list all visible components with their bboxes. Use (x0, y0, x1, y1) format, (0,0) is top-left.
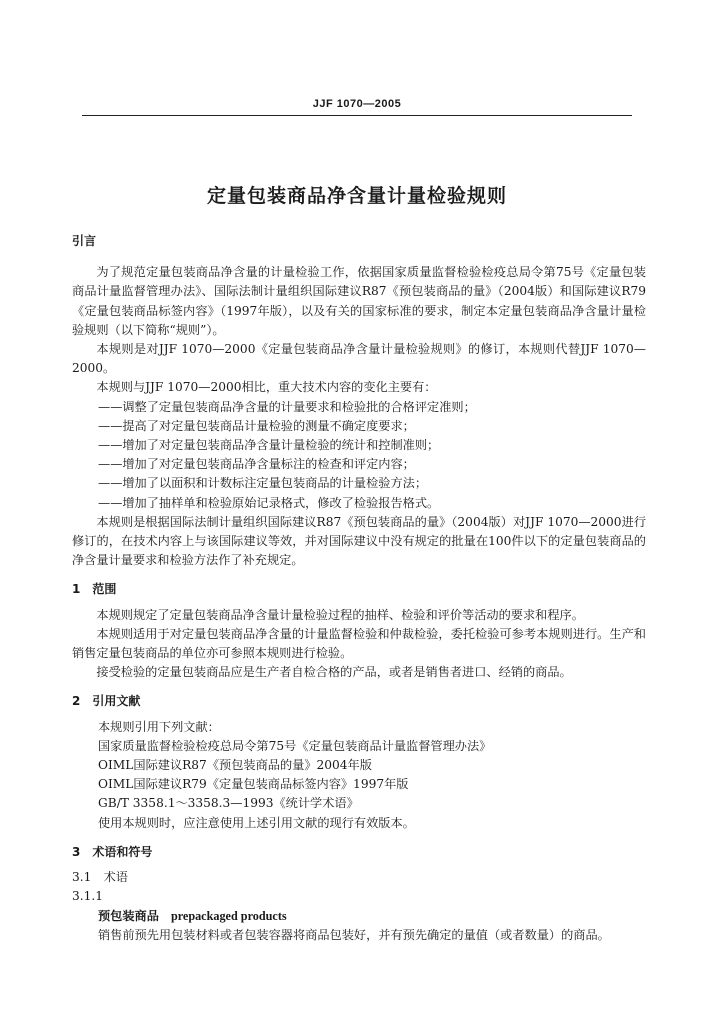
document-title: 定量包装商品净含量计量检验规则 (206, 185, 507, 207)
change-item: ——调整了定量包装商品净含量的计量要求和检验批的合格评定准则； (98, 399, 476, 414)
intro-paragraph-2: 本规则是对JJF 1070—2000《定量包装商品净含量计量检验规则》的修订，本规则代替JJF 1070—2000。 (72, 342, 646, 376)
term-english: prepackaged products (170, 908, 287, 923)
change-item: ——提高了对定量包装商品计量检验的测量不确定度要求； (98, 418, 415, 433)
document-body (72, 232, 646, 945)
intro-paragraph-3: 本规则与JJF 1070—2000相比，重大技术内容的变化主要有： (96, 380, 437, 395)
reference-item: OIML国际建议R87《预包装商品的量》2004年版 (98, 758, 372, 773)
scope-paragraph-2: 本规则适用于对定量包装商品净含量的计量监督检验和仲裁检验，委托检验可参考本规则进行。生产和销售定量包装商品的单位亦可参照本规则进行检验。 (72, 626, 646, 661)
header-rule (82, 115, 632, 116)
reference-item: OIML国际建议R79《定量包装商品标签内容》1997年版 (98, 777, 409, 792)
scope-paragraph-3: 接受检验的定量包装商品应是生产者自检合格的产品，或者是销售者进口、经销的商品。 (96, 665, 572, 680)
term-entry (72, 907, 646, 926)
term-number: 3.1.1 (72, 889, 104, 904)
change-item: ——增加了对定量包装商品净含量计量检验的统计和控制准则； (98, 438, 440, 453)
references-heading: 2 引用文献 (72, 694, 141, 709)
terms-subheading: 3.1 术语 (72, 870, 128, 885)
term-chinese: 预包装商品 (98, 908, 159, 923)
change-item: ——增加了对定量包装商品净含量标注的检查和评定内容； (98, 457, 415, 472)
references-note: 使用本规则时，应注意使用上述引用文献的现行有效版本。 (98, 815, 415, 830)
terms-heading: 3 术语和符号 (72, 844, 153, 859)
change-item: ——增加了抽样单和检验原始记录格式，修改了检验报告格式。 (98, 495, 440, 510)
scope-heading: 1 范围 (72, 582, 117, 597)
intro-heading: 引言 (72, 234, 97, 248)
intro-paragraph-1: 为了规范定量包装商品净含量的计量检验工作，依据国家质量监督检验检疫总局令第75号《定量包装商品计量监督管理办法》、国际法制计量组织国际建议R87《预包装商品的量》（2004版）和国际建议R79《定量包装商品标签内容》（1997年版），以及有关的国家标准的要求，制定本定量包装商品净含量计量检验规则（以下简称“规则”）。 (72, 265, 646, 337)
reference-item: 国家质量监督检验检疫总局令第75号《定量包装商品计量监督管理办法》 (98, 738, 492, 753)
scope-paragraph-1: 本规则规定了定量包装商品净含量计量检验过程的抽样、检验和评价等活动的要求和程序。 (96, 607, 584, 622)
reference-item: GB/T 3358.1～3358.3—1993《统计学术语》 (98, 796, 359, 811)
term-definition: 销售前预先用包装材料或者包装容器将商品包装好，并有预先确定的量值（或者数量）的商品。 (98, 927, 610, 942)
running-header: JJF 1070—2005 (312, 98, 402, 110)
change-item: ——增加了以面积和计数标注定量包装商品的计量检验方法； (98, 476, 428, 491)
references-intro: 本规则引用下列文献： (98, 719, 220, 734)
intro-closing: 本规则是根据国际法制计量组织国际建议R87《预包装商品的量》（2004版）对JJF 1070—2000进行修订的，在技术内容上与该国际建议等效，并对国际建议中没有规定的批量在100件以下的定量包装商品的净含量计量要求和检验方法作了补充规定。 (72, 514, 646, 568)
